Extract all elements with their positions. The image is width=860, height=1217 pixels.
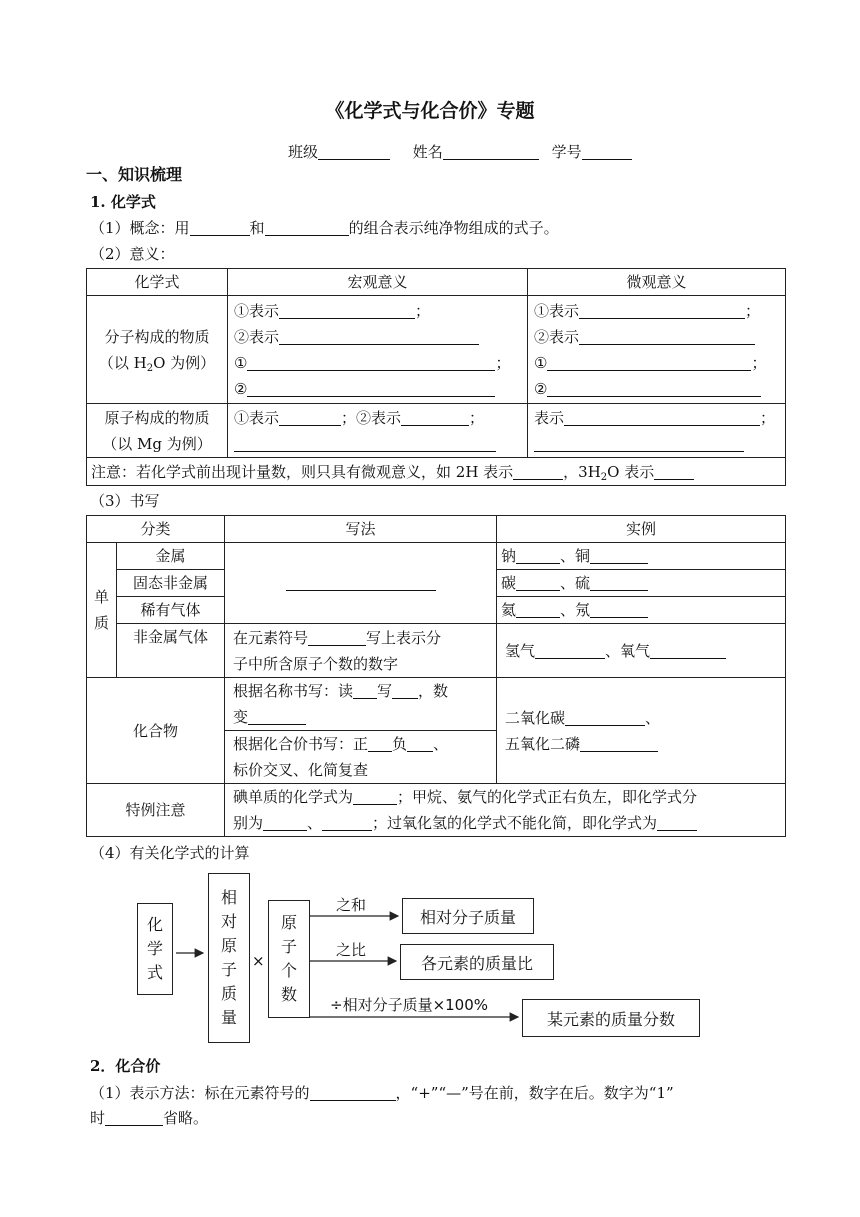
mol-label: 分子构成的物质 [104, 327, 210, 346]
concept-text-a: （1）概念：用 [90, 219, 190, 237]
example-solid: 碳 、硫 [497, 570, 786, 597]
header-category: 分类 [87, 516, 225, 543]
molecular-macro-cell: ①表示 ； ②表示 ① ； ② [228, 296, 528, 404]
note-cell: 注意：若化学式前出现计量数，则只具有微观意义，如 2H 表示 ，$3H_2O$ 表示 [87, 458, 786, 486]
class-label: 班级 [288, 143, 319, 161]
times-sign: × [252, 952, 265, 970]
meaning-label: （2）意义： [90, 245, 175, 263]
example-compound: 二氧化碳 、 五氧化二磷 [497, 678, 786, 784]
valence-blank-1[interactable] [310, 1085, 396, 1101]
calculation-heading: （4）有关化学式的计算 [90, 844, 250, 862]
gas-writing-cell: 在元素符号 写上表示分 子中所含原子个数的数字 [225, 624, 497, 678]
atomic-micro-cell: 表示 ； [528, 404, 786, 458]
compound-cell: 化合物 [87, 678, 225, 784]
divide-label: ÷相对分子质量×100% [330, 996, 489, 1014]
atom-example: （以 Mg 为例） [102, 434, 212, 453]
row-solid-nonmetal: 固态非金属 [117, 570, 225, 597]
formula-box: 化 学 式 [137, 903, 173, 995]
header-macro: 宏观意义 [228, 269, 528, 296]
relative-atomic-mass-box: 相 对 原 子 质 量 [208, 873, 250, 1043]
simple-substance-cell: 单 质 [87, 543, 117, 678]
special-note-cell: 特例注意 [87, 784, 225, 837]
header-writing: 写法 [225, 516, 497, 543]
header-formula: 化学式 [87, 269, 228, 296]
valence-line-2: 时 省略。 [90, 1109, 209, 1127]
header-example: 实例 [497, 516, 786, 543]
mol-example: （以 $H_2O$ 为例） [98, 353, 216, 374]
page-title: 《化学式与化合价》专题 [325, 100, 535, 122]
writing-heading: （3）书写 [90, 492, 160, 510]
row-metal: 金属 [117, 543, 225, 570]
valence-line-1: （1）表示方法：标在元素符号的 ，“+”“—”号在前，数字在后。数字为“1” [90, 1084, 674, 1102]
element-mass-ratio-box: 各元素的质量比 [400, 944, 554, 980]
atom-label: 原子构成的物质 [104, 408, 210, 427]
atomic-macro-cell: ①表示 ；②表示 ； [228, 404, 528, 458]
number-label: 学号 [551, 143, 582, 161]
valence-blank-2[interactable] [105, 1110, 163, 1126]
mass-fraction-box: 某元素的质量分数 [522, 999, 700, 1037]
by-name-cell: 根据名称书写：读 写 ，数 变 [225, 678, 497, 731]
subheading-valence: 2．化合价 [90, 1057, 161, 1075]
name-label: 姓名 [412, 143, 443, 161]
header-micro: 微观意义 [528, 269, 786, 296]
atom-count-box: 原 子 个 数 [268, 900, 310, 1018]
row-nonmetal-gas: 非金属气体 [117, 624, 225, 678]
example-noble: 氦 、氖 [497, 597, 786, 624]
subheading-formula: 1. 化学式 [90, 193, 156, 211]
row-noble-gas: 稀有气体 [117, 597, 225, 624]
concept-text-c: 的组合表示纯净物组成的式子。 [348, 219, 559, 237]
molecular-micro-cell: ①表示 ； ②表示 ① ； ② [528, 296, 786, 404]
example-metal: 钠 、铜 [497, 543, 786, 570]
concept-text-b: 和 [249, 219, 265, 237]
ratio-label: 之比 [336, 941, 367, 959]
by-valence-cell: 根据化合价书写：正 负 、 标价交叉、化简复查 [225, 731, 497, 784]
relative-molecular-mass-box: 相对分子质量 [402, 898, 534, 934]
section-heading-knowledge: 一、知识梳理 [86, 165, 183, 184]
example-gas: 氢气 、氧气 [497, 624, 786, 678]
sum-label: 之和 [336, 896, 367, 914]
special-note-content: 碘单质的化学式为 ；甲烷、氨气的化学式正右负左，即化学式分 别为 、 ；过氧化氢的化学式不能化简，即化学式为 [225, 784, 786, 837]
